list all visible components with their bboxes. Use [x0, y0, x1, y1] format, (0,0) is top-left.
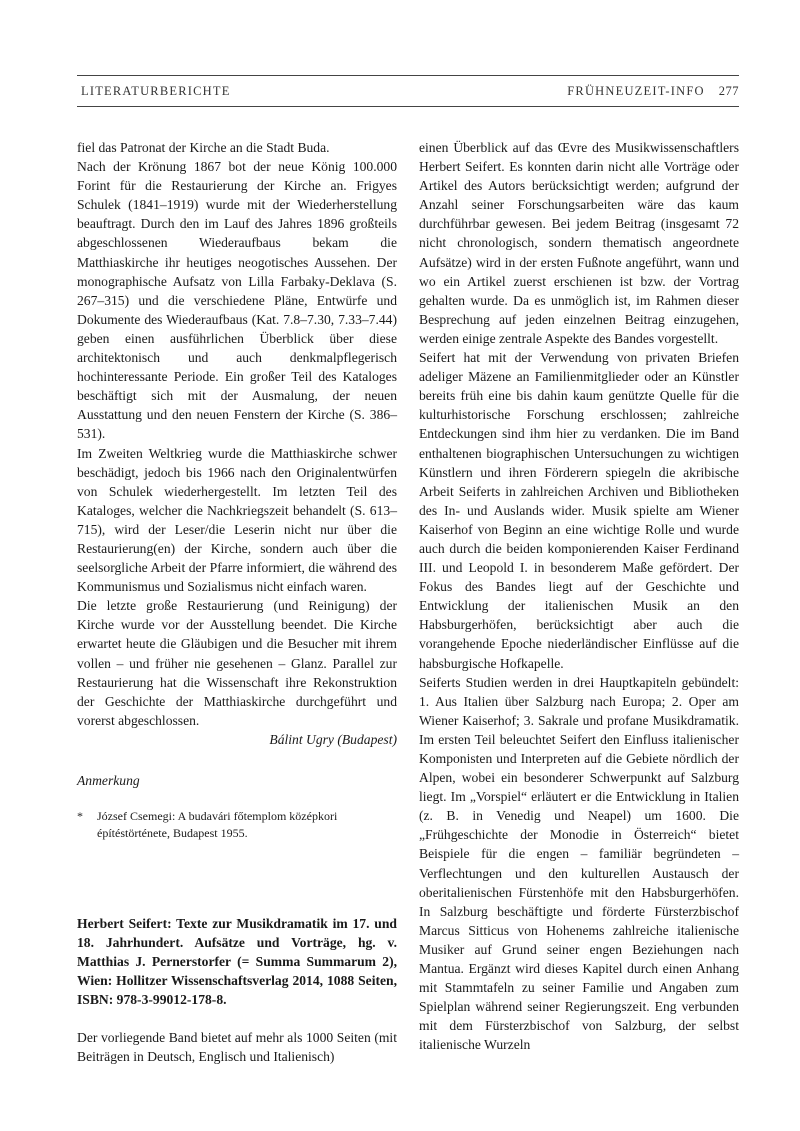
header-section-title: LITERATURBERICHTE [81, 84, 231, 98]
paragraph: Seiferts Studien werden in drei Hauptkapiteln gebündelt: 1. Aus Italien über Salzburg nach Europa; 2. Oper am Wiener Kaiserhof; 3. Sakrale und profane Musikdramatik. Im ersten Teil beleuchtet Seifert den Einfluss italienischer Komponisten und Interpreten auf die Gebiete nördlich der Alpen, wobei ein besonderer Schwerpunkt auf Salzburg liegt. Im „Vorspiel“ erläutert er die Entwicklung in Italien (z. B. in Venedig und Neapel) um 1600. Die „Frühgeschichte der Monodie in Österreich“ bietet Beispiele für die engen – familiär begründeten – Verflechtungen und den kulturellen Austausch der oberitalienischen Fürstenhöfe mit den Habsburgerhöfen. In Salzburg beschäftigte und förderte Fürsterzbischof Marcus Sitticus von Hohenems zahlreiche italienische Musiker auf Grund seiner engen Beziehungen nach Mantua. Ergänzt wird dieses Kapitel durch einen Anhang mit Stammtafeln zu seiner Familie und Angaben zum Spielplan während seiner Regierungszeit. Eng verbunden mit dem Fürsterzbischof von Salzburg, der selbst italienische Wurzeln [419, 674, 739, 1053]
paragraph: Im Zweiten Weltkrieg wurde die Matthiaskirche schwer beschädigt, jedoch bis 1966 nach den Originalentwürfen von Schulek wiederhergestellt. Im letzten Teil des Kataloges, welcher die Nachkriegszeit behandelt (S. 613–715), wird der Leser/die Leserin nicht nur über die Restaurierung(en) der Kirche, sondern auch über die seelsorgliche Arbeit der Pfarre informiert, die während des Kommunismus und Sozialismus nicht einfach waren. [77, 445, 397, 595]
right-column [419, 138, 739, 1055]
paragraph: Seifert hat mit der Verwendung von privaten Briefen adeliger Mäzene an Familienmitglieder oder an Künstler bereits früh eine bis dahin kaum genützte Quelle für die kulturhistorische Forschung erschlossen; zahlreiche Entdeckungen sind ihm hier zu verdanken. Die im Band enthaltenen biographischen Untersuchungen zu wichtigen Künstlern und ihren Förderern spiegeln die akribische Arbeit Seiferts in zahlreichen Archiven und Bibliotheken des In- und Auslands wider. Musik spielte am Wiener Kaiserhof von Beginn an eine wichtige Rolle und wurde auch durch die beiden komponierenden Kaiser Ferdinand III. und Leopold I. in besonderem Maße gefördert. Der Fokus des Bandes liegt auf der Geschichte und Entwicklung der italienischen Musik an den Habsburgerhöfen, berücksichtigt aber auch die vorangehende Epoche niederländischer Einflüsse auf die habsburgische Hofkapelle. [419, 350, 739, 671]
paragraph: Der vorliegende Band bietet auf mehr als 1000 Seiten (mit Beiträgen in Deutsch, Englisch und Italienisch) [77, 1029, 397, 1064]
note-heading: Anmerkung [77, 773, 140, 788]
footnote [77, 808, 397, 842]
paragraph: fiel das Patronat der Kirche an die Stadt Buda. [77, 140, 330, 155]
header-journal-title: FRÜHNEUZEIT-INFO [567, 84, 705, 98]
author-signature: Bálint Ugry (Budapest) [269, 731, 397, 747]
paragraph: Die letzte große Restaurierung (und Reinigung) der Kirche wurde vor der Ausstellung beendet. Die Kirche erwartet heute die Gläubigen und die Besucher mit ihrem vollen – und früher nie gesehenen – Glanz. Parallel zur Restaurierung hat die Wissenschaft ihre Rekonstruktion der Geschichte der Matthiaskirche durchgeführt und vorerst abgeschlossen. [77, 598, 397, 728]
footnote-mark: * [77, 809, 83, 824]
footnote-text: József Csemegi: A budavári főtemplom középkori építéstörténete, Budapest 1955. [97, 809, 338, 841]
review-title: Herbert Seifert: Texte zur Musikdramatik im 17. und 18. Jahrhundert. Aufsätze und Vorträge, hg. v. Matthias J. Pernerstorfer (= Summa Summarum 2), Wien: Hollitzer Wissenschaftsverlag 2014, 1088 Seiten, ISBN: 978-3-99012-178-8. [77, 916, 397, 1008]
paragraph: einen Überblick auf das Œvre des Musikwissenschaftlers Herbert Seifert. Es konnten darin nicht alle Vorträge oder Artikel des Autors berücksichtigt werden; aufgrund der Anzahl seiner Forschungsarbeiten wäre das kaum durchführbar gewesen. Bei jedem Beitrag (insgesamt 72 nicht chronologisch, sondern thematisch angeordnete Aufsätze) wird in der ersten Fußnote angeführt, wann und wo ein Artikel zuerst erschienen ist bzw. der Vortrag gehalten wurde. Da es unmöglich ist, im Rahmen dieser Besprechung auf jeden einzelnen Beitrag einzugehen, werden einige zentrale Aspekte des Bandes vorgestellt. [419, 140, 739, 346]
paragraph: Nach der Krönung 1867 bot der neue König 100.000 Forint für die Restaurierung der Kirche an. Frigyes Schulek (1841–1919) wurde mit der Wiederherstellung beauftragt. Durch den im Lauf des Jahres 1896 großteils abgeschlossenen Wiederaufbaus bekam die Matthiaskirche ihr heutiges neogotisches Aussehen. Der monographische Aufsatz von Lilla Farbaky-Deklava (S. 267–315) und die verschiedene Pläne, Entwürfe und Dokumente des Wiederaufbaus (Kat. 7.8–7.30, 7.33–7.44) geben einen ausführlichen Überblick über diese architektonisch und auch denkmalpflegerisch hochinteressante Periode. Ein großer Teil des Kataloges beschäftigt sich mit der Ausmalung, der neuen Ausstattung und den neuen Fenstern der Kirche (S. 386–531). [77, 159, 397, 442]
header-right [567, 84, 739, 99]
running-header [77, 75, 739, 107]
page-number: 277 [718, 84, 739, 98]
left-column [77, 138, 397, 1066]
